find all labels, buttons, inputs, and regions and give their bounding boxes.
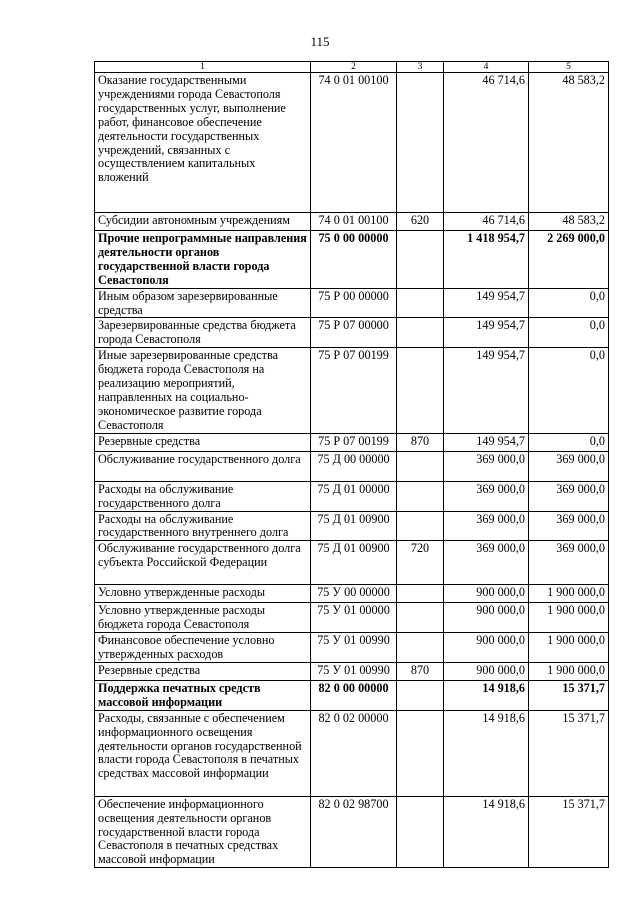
- cell-name: Оказание государственными учреждениями города Севастополя государственных услуг, выполнение работ, финансовое обеспечение деятельности государственных учреждений, связанных с осуществлением капитальных вложений: [95, 73, 311, 213]
- cell-year2: 369 000,0: [529, 541, 609, 585]
- page-number: 115: [310, 34, 330, 49]
- cell-year2: 1 900 000,0: [529, 585, 609, 603]
- cell-name: Финансовое обеспечение условно утвержденных расходов: [95, 633, 311, 663]
- table-row: [95, 288, 609, 318]
- cell-code: 75 Д 01 00000: [311, 481, 397, 511]
- cell-name: Обслуживание государственного долга: [95, 451, 311, 481]
- table-row: [95, 796, 609, 868]
- table-row: [95, 73, 609, 213]
- cell-name: Субсидии автономным учреждениям: [95, 213, 311, 231]
- cell-name: Обслуживание государственного долга субъекта Российской Федерации: [95, 541, 311, 585]
- cell-vr: [397, 481, 444, 511]
- cell-name: Расходы на обслуживание государственного долга: [95, 481, 311, 511]
- cell-code: 75 Р 00 00000: [311, 288, 397, 318]
- cell-year1: 14 918,6: [444, 680, 529, 710]
- cell-year2: 48 583,2: [529, 73, 609, 213]
- table-row: [95, 451, 609, 481]
- cell-vr: 620: [397, 213, 444, 231]
- cell-vr: [397, 288, 444, 318]
- cell-vr: [397, 710, 444, 796]
- table-row: [95, 481, 609, 511]
- cell-code: 75 У 01 00000: [311, 603, 397, 633]
- cell-vr: [397, 451, 444, 481]
- cell-code: 75 У 00 00000: [311, 585, 397, 603]
- table-row: [95, 603, 609, 633]
- cell-name: Расходы на обслуживание государственного внутреннего долга: [95, 511, 311, 541]
- cell-year2: 1 900 000,0: [529, 603, 609, 633]
- cell-code: 75 Р 07 00199: [311, 433, 397, 451]
- cell-year1: 369 000,0: [444, 481, 529, 511]
- cell-name: Условно утвержденные расходы: [95, 585, 311, 603]
- table-row: [95, 318, 609, 348]
- header-cell-vr: 3: [397, 62, 444, 73]
- cell-code: 75 0 00 00000: [311, 231, 397, 289]
- cell-vr: 870: [397, 662, 444, 680]
- cell-year2: 0,0: [529, 433, 609, 451]
- table-row: [95, 433, 609, 451]
- cell-code: 74 0 01 00100: [311, 213, 397, 231]
- cell-vr: [397, 73, 444, 213]
- cell-year1: 149 954,7: [444, 433, 529, 451]
- cell-code: 75 Д 00 00000: [311, 451, 397, 481]
- cell-code: 75 Р 07 00199: [311, 348, 397, 433]
- cell-year2: 369 000,0: [529, 511, 609, 541]
- cell-code: 75 Р 07 00000: [311, 318, 397, 348]
- table-row: [95, 585, 609, 603]
- cell-name: Условно утвержденные расходы бюджета города Севастополя: [95, 603, 311, 633]
- cell-code: 74 0 01 00100: [311, 73, 397, 213]
- cell-code: 82 0 02 00000: [311, 710, 397, 796]
- header-cell-name: 1: [95, 62, 311, 73]
- cell-name: Поддержка печатных средств массовой информации: [95, 680, 311, 710]
- cell-year1: 46 714,6: [444, 73, 529, 213]
- cell-name: Резервные средства: [95, 433, 311, 451]
- cell-year1: 900 000,0: [444, 585, 529, 603]
- cell-vr: [397, 585, 444, 603]
- cell-year2: 15 371,7: [529, 796, 609, 868]
- cell-name: Зарезервированные средства бюджета города Севастополя: [95, 318, 311, 348]
- cell-year1: 14 918,6: [444, 796, 529, 868]
- cell-year2: 0,0: [529, 348, 609, 433]
- cell-vr: [397, 603, 444, 633]
- table-row: [95, 680, 609, 710]
- cell-name: Обеспечение информационного освещения деятельности органов государственной власти города Севастополя в печатных средствах массовой информации: [95, 796, 311, 868]
- cell-code: 75 У 01 00990: [311, 633, 397, 663]
- cell-year2: 369 000,0: [529, 481, 609, 511]
- cell-year1: 900 000,0: [444, 633, 529, 663]
- table-row: [95, 213, 609, 231]
- header-cell-year2: 5: [529, 62, 609, 73]
- cell-vr: [397, 231, 444, 289]
- budget-table: [94, 61, 609, 868]
- cell-year1: 14 918,6: [444, 710, 529, 796]
- cell-year1: 149 954,7: [444, 318, 529, 348]
- cell-year1: 900 000,0: [444, 603, 529, 633]
- cell-vr: [397, 633, 444, 663]
- cell-code: 75 Д 01 00900: [311, 541, 397, 585]
- cell-year1: 1 418 954,7: [444, 231, 529, 289]
- table-row: [95, 231, 609, 289]
- cell-year1: 369 000,0: [444, 511, 529, 541]
- cell-year2: 1 900 000,0: [529, 662, 609, 680]
- table-row: [95, 662, 609, 680]
- table-row: [95, 511, 609, 541]
- cell-year2: 15 371,7: [529, 680, 609, 710]
- cell-year2: 369 000,0: [529, 451, 609, 481]
- cell-name: Иным образом зарезервированные средства: [95, 288, 311, 318]
- cell-code: 75 Д 01 00900: [311, 511, 397, 541]
- cell-year2: 1 900 000,0: [529, 633, 609, 663]
- cell-year2: 0,0: [529, 318, 609, 348]
- cell-year1: 149 954,7: [444, 288, 529, 318]
- table-row: [95, 710, 609, 796]
- cell-year2: 15 371,7: [529, 710, 609, 796]
- table-row: [95, 348, 609, 433]
- cell-code: 82 0 02 98700: [311, 796, 397, 868]
- cell-name: Резервные средства: [95, 662, 311, 680]
- header-cell-code: 2: [311, 62, 397, 73]
- cell-vr: [397, 680, 444, 710]
- cell-year1: 149 954,7: [444, 348, 529, 433]
- cell-year1: 369 000,0: [444, 541, 529, 585]
- cell-year2: 0,0: [529, 288, 609, 318]
- cell-year1: 46 714,6: [444, 213, 529, 231]
- cell-year1: 369 000,0: [444, 451, 529, 481]
- table-row: [95, 633, 609, 663]
- cell-vr: 870: [397, 433, 444, 451]
- cell-name: Расходы, связанные с обеспечением информационного освещения деятельности органов государственной власти города Севастополя в печатных средствах массовой информации: [95, 710, 311, 796]
- cell-year2: 48 583,2: [529, 213, 609, 231]
- cell-code: 82 0 00 00000: [311, 680, 397, 710]
- cell-vr: 720: [397, 541, 444, 585]
- table-row: [95, 541, 609, 585]
- header-row: [95, 62, 609, 73]
- header-cell-year1: 4: [444, 62, 529, 73]
- cell-name: Прочие непрограммные направления деятельности органов государственной власти города Севастополя: [95, 231, 311, 289]
- cell-year1: 900 000,0: [444, 662, 529, 680]
- cell-vr: [397, 348, 444, 433]
- cell-vr: [397, 318, 444, 348]
- cell-vr: [397, 511, 444, 541]
- cell-vr: [397, 796, 444, 868]
- cell-code: 75 У 01 00990: [311, 662, 397, 680]
- cell-year2: 2 269 000,0: [529, 231, 609, 289]
- cell-name: Иные зарезервированные средства бюджета города Севастополя на реализацию мероприятий, направленных на социально-экономическое развитие города Севастополя: [95, 348, 311, 433]
